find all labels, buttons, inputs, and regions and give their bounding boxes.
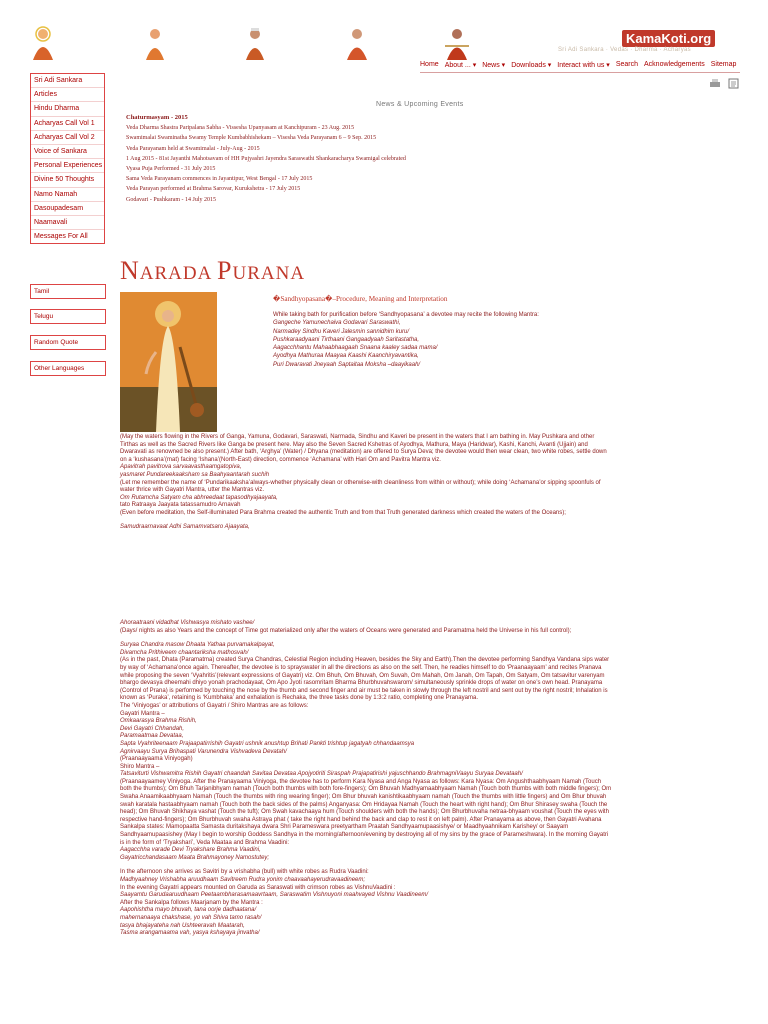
mantra-line: Paramaatmaa Devataa, bbox=[120, 733, 184, 740]
mantra-line: Samudraarnavaat Adhi Samamvatsaro Ajaayata, bbox=[120, 523, 250, 530]
nav-sitemap[interactable]: Sitemap bbox=[710, 61, 737, 68]
mantra-line: mahernanaaya chakshase, yo vah Shiva tamo rasah/ bbox=[120, 914, 262, 921]
mantra-line: Tasma arangamaama vah, yasya kshayaya jinvatha/ bbox=[120, 930, 260, 937]
mantra-block bbox=[273, 311, 539, 369]
news-list bbox=[126, 113, 406, 205]
news-item[interactable]: Godavari - Pushkaram - 14 July 2015 bbox=[126, 196, 216, 203]
acharya-figure-icon[interactable] bbox=[442, 26, 472, 60]
nav-divider bbox=[420, 72, 740, 73]
news-item[interactable]: Swamimalai Swaminatha Swamy Temple Kumbabhishekam – Visesha Veda Parayanam 6 – 9 Sep. 2015 bbox=[126, 135, 377, 142]
sidebar-item-personal-experiences[interactable]: Personal Experiences bbox=[31, 159, 104, 173]
news-header: News & Upcoming Events bbox=[376, 101, 464, 108]
article-subtitle: �Sandhyopasana�–Procedure, Meaning and Interpretation bbox=[273, 295, 448, 303]
sidebar-item-telugu[interactable]: Telugu bbox=[30, 309, 106, 324]
site-logo[interactable]: KamaKoti.org bbox=[622, 30, 715, 47]
nav-home[interactable]: Home bbox=[420, 61, 439, 68]
mantra-line: Aagacchhantu Mahaabhaagaah Snaana kaaley sadaa mama/ bbox=[273, 345, 438, 352]
sidebar-item-voice-of-sankara[interactable]: Voice of Sankara bbox=[31, 145, 104, 159]
mantra-line: yasmaret Pundareekaaksham sa Baahyaantarah suchih bbox=[120, 471, 270, 478]
acharya-figure-icon[interactable] bbox=[140, 26, 170, 60]
mantra-line: Suryaa Chandra masow Dhaata Yathaa purvamakalpayat, bbox=[120, 642, 275, 649]
paragraph: The ‘Viniyogas’ or attributions of Gayatri / Shiro Mantras are as follows: bbox=[120, 702, 309, 709]
nav-search[interactable]: Search bbox=[615, 61, 639, 68]
paragraph: (Even before meditation, the Self-illuminated Para Brahma created the authentic Truth and from that Truth generated darkness which created the waters of the Oceans); bbox=[120, 509, 566, 516]
news-item[interactable]: Vyasa Puja Performed - 31 July 2015 bbox=[126, 166, 216, 173]
nav-downloads[interactable]: Downloads ▾ bbox=[511, 62, 552, 69]
mantra-line: tasya bhajayateha nah Ushteeravah Maatarah, bbox=[120, 922, 245, 929]
mantra-line: Omkaarasya Brahma Rishih, bbox=[120, 718, 197, 725]
mantra-line: Om Rutamcha Satyam cha abhreedaat tapasodhyajaayata, bbox=[120, 494, 278, 501]
mantra-line: Gayatricchandasaam Maata Brahmayoney Namostutey; bbox=[120, 854, 270, 861]
paragraph: Shiro Mantra – bbox=[120, 763, 160, 770]
nav-about[interactable]: About ... ▾ bbox=[444, 62, 477, 69]
sidebar-item-acharyas-call-vol1[interactable]: Acharyas Call Vol 1 bbox=[31, 117, 104, 131]
sidebar-item-acharyas-call-vol2[interactable]: Acharyas Call Vol 2 bbox=[31, 131, 104, 145]
intro-text: While taking bath for purification before ‘Sandhyopasana’ a devotee may recite the following Mantra: bbox=[273, 312, 539, 318]
nav-interact[interactable]: Interact with us ▾ bbox=[557, 62, 610, 69]
paragraph: (Praanaayaamey Viniyoga. After the Pranayaama Viniyoga, the devotee has to perform Kara Nyasa and Anga Nyasa as follows: Kara Nyasa: Om Angushthaabhyaam Namah (Touch both the thumbs); Om Bhuh Tarjanibhyam namah (Touch both thumbs with both fore-fingers); Om Bhuvah Madhyamaabhyaam Namah (Touch both thumbs with both middle fingers); Om Swaha Anaamikaabhyaam Namah (Touch the thumbs with ring wearing finger); Om Bhur bhuvah kanishtikaabhyaam namah (Touch the thumbs with little fingers) and Om Bhur bhuvah swah karatala hastaabhyaam namah (Touch both the back sides of the palms) Anganyasa: Om Hridayaa Namah (Touch the heart with right hand); Om Bhur Shirasey swaha (Touch the head); Om Bhuvah Shikhaya vashat (Touch the tuft); Om Swah kavachaaya hum (Touch shoulders with both the hands); Om Bhurbhuvaha netraa-bhyaam voushat (Touch the eyes with respective hand-fingers); Om Bhurbhuvah swaha Astraya phat ( take the right hand behind the back and clap to rest it on left palm). After Pranayama as above, then Gayatri Avahana Sankalpa states: Mamopaatta Samasta duritakshaya dwara Shri Parameswara preetyartham Praatah Sandhyaamupaasishye/ or Maadhyaahnikam Karishey/ or Saayam Sandhyaamupaasishey (May I begin to worship Goddess Sandhya in the morning/afternoon/evening by destroying all of my sins by the grace of Parameshwara). In the morning Gayatri is in the form of ‘Tryakshari’, Veda Maataa and Brahma Vaadini: bbox=[120, 778, 612, 846]
news-item[interactable]: Sama Veda Parayanam commences in Jayantipur, West Bengal - 17 July 2015 bbox=[126, 176, 313, 183]
paragraph: tato Ratraaya Jaayata tatassamudro Arnavah bbox=[120, 502, 241, 509]
sidebar-item-naamavali[interactable]: Naamavali bbox=[31, 216, 104, 230]
mantra-line: Madhyaahney Vrishabha aruudhaam Savitreem Rudra yonim chaavaahayerudravaadineem; bbox=[120, 877, 366, 883]
print-icon[interactable] bbox=[709, 78, 721, 89]
mantra-line: Agnirvaayu Surya Brihaspati Varunendra Vishvadeva Devatah/ bbox=[120, 748, 287, 755]
mantra-line: Puri Dwaravati Jneyaah Saptaitaa Moksha –daayikaah/ bbox=[273, 361, 421, 368]
email-icon[interactable] bbox=[728, 78, 740, 89]
paragraph: Gayatri Mantra – bbox=[120, 710, 165, 717]
deity-figure-icon[interactable] bbox=[28, 26, 58, 60]
sidebar-item-tamil[interactable]: Tamil bbox=[30, 284, 106, 299]
sidebar-item-hindu-dharma[interactable]: Hindu Dharma bbox=[31, 102, 104, 116]
sidebar-item-divine-50-thoughts[interactable]: Divine 50 Thoughts bbox=[31, 173, 104, 187]
news-item[interactable]: 1 Aug 2015 - 81st Jayanthi Mahotsavam of HH Pujyashri Jayendra Saraswathi Shankaracharya Swamigal celebrated bbox=[126, 155, 406, 162]
mantra-line: Aapohishtha mayo bhuvah, tana oorje dadhaatana/ bbox=[120, 907, 257, 914]
sidebar-item-random-quote[interactable]: Random Quote bbox=[30, 335, 106, 350]
paragraph: (Praanaayaama Viniyogah) bbox=[120, 756, 193, 763]
nav-news[interactable]: News ▾ bbox=[482, 62, 506, 69]
news-item[interactable]: Veda Dharma Shastra Paripalana Sabha - Vissesha Upanyasam at Kanchipuram - 23 Aug. 2015 bbox=[126, 125, 355, 132]
news-title: Chaturmasyam - 2015 bbox=[126, 114, 188, 121]
mantra-line: Devi Gayatri Chhandah, bbox=[120, 725, 185, 732]
paragraph: After the Sankalpa follows Maarjanam by the Mantra : bbox=[120, 899, 263, 906]
paragraph: (Days/ nights as also Years and the concept of Time got materialized only after the waters of Oceans were generated and Paramatma held the Universe in his full control); bbox=[120, 627, 572, 634]
nav-acknowledgements[interactable]: Acknowledgements bbox=[644, 61, 705, 68]
mantra-line: Apavitrah pavitrova sarvaavasthaamgatopiva, bbox=[120, 464, 242, 471]
article-body-part2 bbox=[120, 620, 613, 938]
mantra-line: Tatsaviturti Vishwamitra Rishih Gayatri chaandah Savitaa Devataa Apojyotiriti Siraspah Prajapatirishi yajuschhando BrahmagniVaayu Suryaa Devataah/ bbox=[120, 771, 523, 778]
mantra-line: Ahoraatraani vidadhat Vishwasya mishato vashee/ bbox=[120, 620, 255, 626]
narada-image bbox=[120, 292, 217, 432]
sidebar-item-other-languages[interactable]: Other Languages bbox=[30, 361, 106, 376]
paragraph: (Let me remember the name of ‘Pundarikaaksha’always-whether physically clean or otherwise-with cleanliness from within or without); while doing ‘Achamana’or sipping spoonfuls of water thrice with Gayatri Mantra, utter the Mantras viz. bbox=[120, 479, 601, 494]
sidebar-item-sri-adi-sankara[interactable]: Sri Adi Sankara bbox=[31, 74, 104, 88]
mantra-line: Ayodhya Mathuraa Maayaa Kaashi Kaanchiryavantika, bbox=[273, 353, 419, 360]
mantra-line: Narmadey Sindhu Kaveri Jalesmin sannidhim kuru/ bbox=[273, 328, 410, 335]
mantra-line: Aagacchha varade Devi Tryakshare Brahma Vaadini, bbox=[120, 847, 261, 854]
sidebar-item-messages-for-all[interactable]: Messages For All bbox=[34, 233, 88, 241]
acharya-figure-icon[interactable] bbox=[342, 26, 372, 60]
sidebar-menu bbox=[30, 73, 105, 244]
mantra-line: Sapta Vyahriteenaam Prajaapatirrishih Gayatri ushnik anushtup Brihati Pankti trishtup jagatyah chhandaamsya bbox=[120, 740, 415, 747]
paragraph: (May the waters flowing in the Rivers of Ganga, Yamuna, Godavari, Saraswati, Narmada, Sindhu and Kaveri be present in the waters that I am bathing in. May Pushkara and other Tirthas as well as the Sacred Rivers like Ganga be present here. May also the Seven Sacred Kshetras of Ayodhya, Mathura, Maya (Haridwar), Kashi, Kanchi, Avanti (Ujjain) and Dwaravati as renowned be also present.) After bath, ‘Arghya’ (Water) / Dhyana (meditation) are offered to Surya Deva; the devotee would then wear clean, two white robes, settle down on a ‘kushasana’(mat) facing ‘Ishana’(North-East) direction, commence ‘Achamana’ with Hari Om and Pavitra Mantra viz. bbox=[120, 434, 607, 463]
news-item[interactable]: Veda Parayan performed at Brahma Sarovar, Kurukshetra - 17 July 2015 bbox=[126, 186, 301, 193]
paragraph: In the afternoon she arrives as Savitri by a vrishabha (bull) with white robes as Rudra Vaadini: bbox=[120, 869, 369, 876]
news-item[interactable]: Veda Parayanam held at Swamimalai - July-Aug - 2015 bbox=[126, 145, 260, 152]
acharya-figure-icon[interactable] bbox=[240, 26, 270, 60]
site-tagline: Sri Adi Sankara · Vedas · Dharma · Acharyas bbox=[558, 47, 691, 53]
mantra-line: Gangeche Yamunechaiva Godavari Saraswathi, bbox=[273, 320, 401, 327]
mantra-line: Pushkaraadyaani Tirthaani Gangaadyaah Saritastatha, bbox=[273, 336, 420, 343]
paragraph: (As in the past, Dhata (Paramatma) created Surya Chandras, Celestial Region including Heaven, besides the Sky and Earth).Then the devotee performing Sandhya Vandana sips water by way of ‘Achamana’once again. Thereafter, the devotee is to sprayswater in all the directions as also on the self. Then, he readies himself to do ‘Praanaayaam’ and recites Pranava while proposing the seven ‘Vyahritis’(relevant expressions of Gayatri) viz. Om Bhuh, Om Bhuvah, Om Suvah, Om Mahah, Om Janah, Om Tapah, Om Satyam, Om tatsavitur varenyam bhargo devasya dheemahi dhiyo yonah prachodayaat, Om Apo Jyoti rasomritam Bharma Bhurbhuvahswarom/ simultaneously sprinkle drops of water on one’s own head. Pranayama (Control of Prana) is performed by touching the nose by the thumb and second finger and air must be taken in slowly through the left nostril and sent out by the right nostril; Inhalation is known as ‘Puraka’, retaining is ‘Kumbhaka’ and exhalation is Rechaka, the three tasks done by 1:3:2 ratio, completing one Pranayama. bbox=[120, 657, 610, 702]
mantra-line: Saayamtu Garudaaruudhaam Peetaambharasamaavrtaam, Saraswatim Vishnuyoni maahvayed Vishnu Vaadineem/ bbox=[120, 892, 429, 899]
paragraph: In the evening Gayatri appears mounted on Garuda as Saraswati with crimson robes as VishnuVaadini : bbox=[120, 884, 396, 891]
mantra-line: Divamcha Prithiveem chaantariksha mathosvah/ bbox=[120, 649, 249, 656]
sidebar-item-articles[interactable]: Articles bbox=[31, 88, 104, 102]
sidebar-item-dasoupadesam[interactable]: Dasoupadesam bbox=[31, 202, 104, 216]
sidebar-item-namo-namah[interactable]: Namo Namah bbox=[31, 188, 104, 202]
page-title: NARADA PURANA bbox=[120, 256, 306, 285]
article-body-part1 bbox=[120, 434, 613, 531]
